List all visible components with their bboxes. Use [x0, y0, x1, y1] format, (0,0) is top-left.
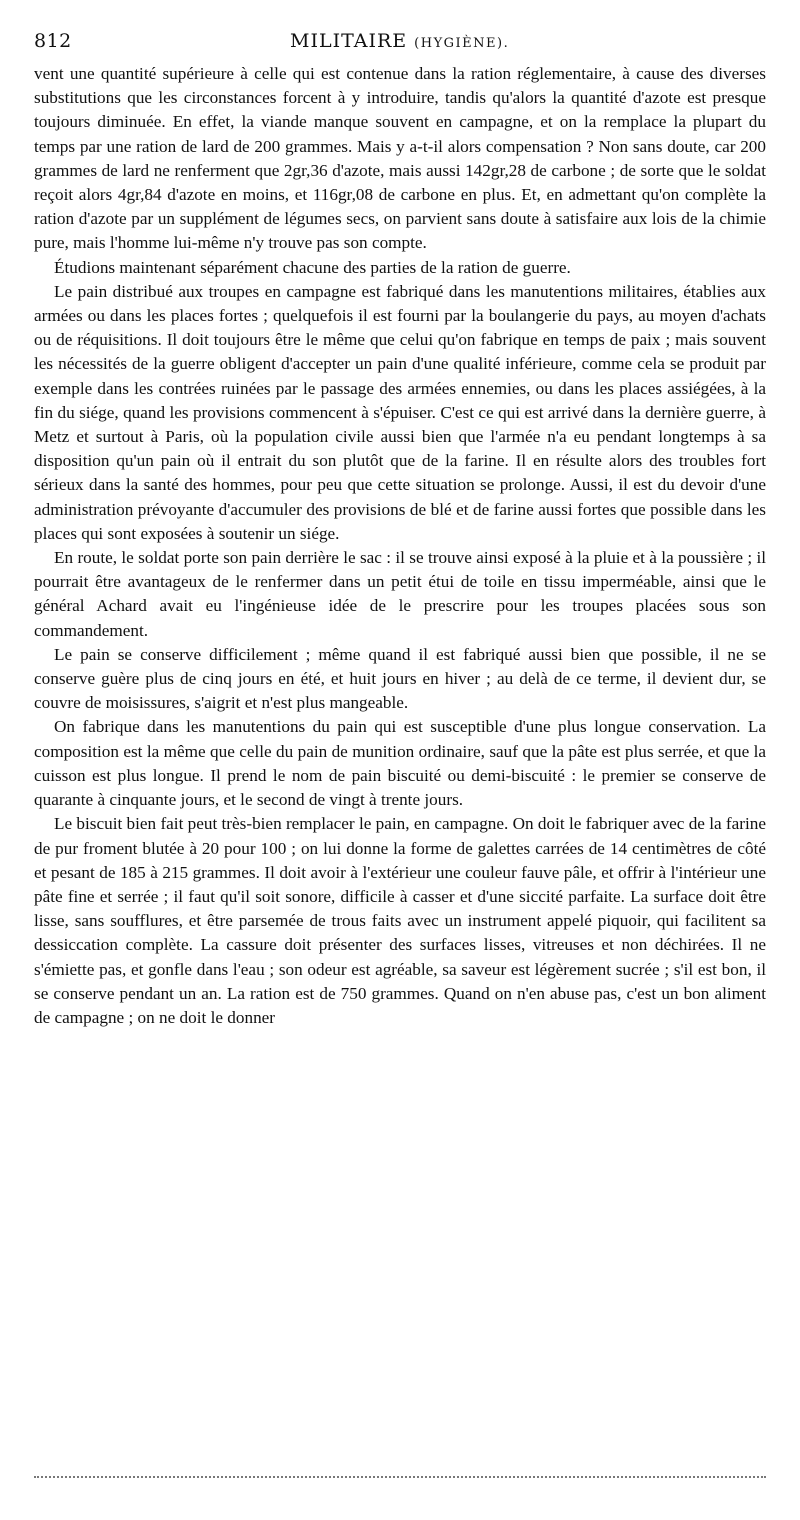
running-title-main: MILITAIRE [290, 30, 408, 52]
running-title-subtitle: (HYGIÈNE). [414, 36, 510, 51]
paragraph: On fabrique dans les manutentions du pain qui est susceptible d'une plus longue conservation. La composition est la même que celle du pain de munition ordinaire, sauf que la pâte est plus serrée, et que la cuisson est plus longue. Il prend le nom de pain biscuité ou demi-biscuité : le premier se conserve de quarante à cinquante jours, et le second de vingt à trente jours. [34, 717, 766, 810]
paragraph-continuation: vent une quantité supérieure à celle qui est contenue dans la ration réglementaire, à cause des diverses substitutions que les circonstances forcent à y introduire, tandis qu'alors la quantité d'azote est presque toujours diminuée. En effet, la viande manque souvent en campagne, et on la remplace la plupart du temps par une ration de lard de 200 grammes. Mais y a-t-il alors compensation ? Non sans doute, car 200 grammes de lard ne renferment que 2gr,36 d'azote, mais aussi 142gr,28 de carbone ; de sorte que le soldat reçoit alors 4gr,84 d'azote en moins, et 116gr,08 de carbone en plus. Et, en admettant qu'on complète la ration d'azote par un supplément de légumes secs, on parvient sans doute à satisfaire aux lois de la chimie pure, mais l'homme lui-même n'y trouve pas son compte. [34, 64, 766, 253]
paragraph: En route, le soldat porte son pain derrière le sac : il se trouve ainsi exposé à la pluie et à la poussière ; il pourrait être avantageux de le renfermer dans un petit étui de toile en tissu imperméable, ainsi que le général Achard avait eu l'ingénieuse idée de le prescrire pour les troupes placées sous son commandement. [34, 548, 766, 640]
body-text [34, 62, 766, 1030]
page-number: 812 [34, 30, 72, 52]
paragraph: Le pain se conserve difficilement ; même quand il est fabriqué aussi bien que possible, il ne se conserve guère plus de cinq jours en été, et huit jours en hiver ; au delà de ce terme, il devient dur, se couvre de moisissures, s'aigrit et n'est plus mangeable. [34, 644, 766, 713]
footer-dotted-rule [34, 1476, 766, 1478]
paragraph: Le pain distribué aux troupes en campagne est fabriqué dans les manutentions militaires, établies aux armées ou dans les places fortes ; quelquefois il est fourni par la boulangerie du pays, au moyen d'achats ou de réquisitions. Il doit toujours être le même que celui qu'on fabrique en temps de paix ; mais souvent les nécessités de la guerre obligent d'accepter un pain d'une qualité inférieure, comme cela se produit par exemple dans les contrées ruinées par le passage des armées ennemies, ou dans les places assiégées, à la fin du siége, quand les provisions commencent à s'épuiser. C'est ce qui est arrivé dans la dernière guerre, à Metz et surtout à Paris, où la population civile aussi bien que l'armée n'a eu pendant longtemps à sa disposition qu'un pain où il entrait du son plutôt que de la farine. Il en résulte alors des troubles fort sérieux dans la santé des hommes, pour peu que cette situation se prolonge. Aussi, il est du devoir d'une administration prévoyante d'accumuler des provisions de blé et de farine aussi fortes que possible dans les places qui sont exposées à soutenir un siége. [34, 281, 766, 543]
running-title [290, 30, 509, 52]
paragraph: Le biscuit bien fait peut très-bien remplacer le pain, en campagne. On doit le fabriquer avec de la farine de pur froment blutée à 20 pour 100 ; on lui donne la forme de galettes carrées de 14 centimètres de côté et pesant de 185 à 215 grammes. Il doit avoir à l'extérieur une couleur fauve pâle, et offrir à l'intérieur une pâte fine et serrée ; il faut qu'il soit sonore, difficile à casser et d'une siccité parfaite. La surface doit être lisse, sans soufflures, et être parsemée de trous faits avec un instrument appelé piquoir, qui facilitent sa dessiccation complète. La cassure doit présenter des surfaces lisses, vitreuses et non déchirées. Il ne s'émiette pas, et gonfle dans l'eau ; son odeur est agréable, sa saveur est légèrement sucrée ; s'il est bon, il se conserve pendant un an. La ration est de 750 grammes. Quand on n'en abuse pas, c'est un bon aliment de campagne ; on ne doit le donner [34, 814, 767, 1027]
book-page [34, 24, 766, 1494]
paragraph: Étudions maintenant séparément chacune des parties de la ration de guerre. [54, 257, 571, 277]
page-header [34, 24, 766, 58]
